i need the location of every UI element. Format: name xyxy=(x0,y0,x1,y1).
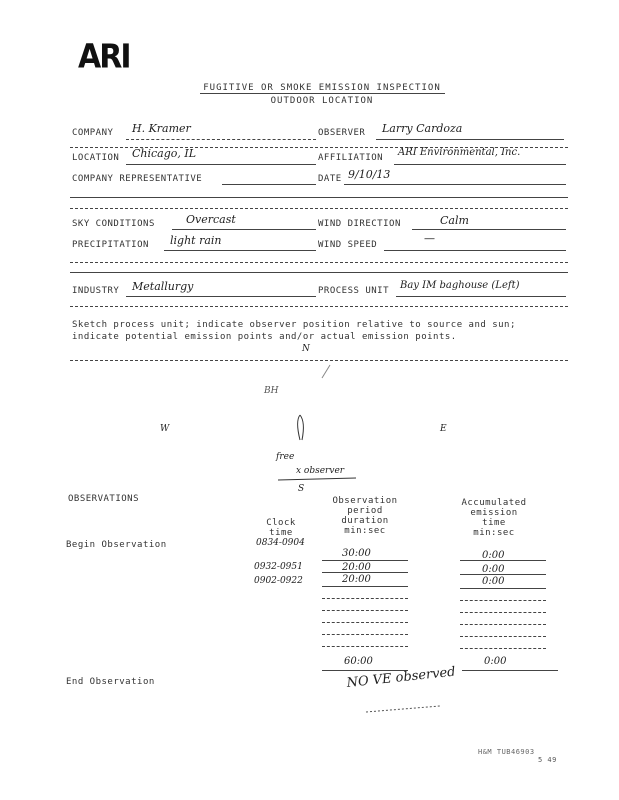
observer-value: Larry Cardoza xyxy=(382,122,463,135)
no-ve-note: NO VE observed xyxy=(346,664,457,691)
wind-speed-value: — xyxy=(424,232,435,245)
process-unit-value: Bay IM baghouse (Left) xyxy=(400,280,520,291)
sketch-west: W xyxy=(160,424,170,434)
observations-heading: OBSERVATIONS xyxy=(68,494,140,504)
end-observation-label: End Observation xyxy=(66,677,155,687)
row-accum: 0:00 xyxy=(482,576,505,587)
observer-label: OBSERVER xyxy=(318,128,366,138)
clock-header-line: Clock xyxy=(266,518,296,528)
date-value: 9/10/13 xyxy=(348,168,391,181)
period-header-line: period xyxy=(347,506,383,516)
accumulated-header-line: time xyxy=(482,518,506,528)
affiliation-value: ARI Environmental, Inc. xyxy=(398,147,521,158)
date-label: DATE xyxy=(318,174,342,184)
wind-speed-label: WIND SPEED xyxy=(318,240,378,250)
accumulated-header-line: Accumulated xyxy=(461,498,527,508)
process-unit-label: PROCESS UNIT xyxy=(318,286,390,296)
accumulated-header xyxy=(448,498,540,538)
wind-direction-value: Calm xyxy=(440,214,469,227)
sketch-north: N xyxy=(302,344,310,354)
period-header-line: duration xyxy=(341,516,389,526)
total-duration: 60:00 xyxy=(344,656,373,667)
sketch-instructions-2: indicate potential emission points and/or actual emission points. xyxy=(72,332,457,342)
form-subtitle: OUTDOOR LOCATION xyxy=(270,96,374,106)
sketch-east: E xyxy=(440,424,447,434)
footer-stamp: H&M TUB46903 xyxy=(478,748,535,756)
clock-header-line: time xyxy=(269,528,293,538)
total-accumulated: 0:00 xyxy=(484,656,507,667)
location-value: Chicago, IL xyxy=(132,147,197,160)
row-accum: 0:00 xyxy=(482,550,505,561)
company-label: COMPANY xyxy=(72,128,114,138)
period-header-line: min:sec xyxy=(344,526,386,536)
precipitation-value: light rain xyxy=(170,234,222,247)
ari-logo: ARI xyxy=(78,38,130,77)
accumulated-header-line: emission xyxy=(470,508,518,518)
sketch-observer-note: x observer xyxy=(296,466,345,476)
row-duration: 20:00 xyxy=(342,574,371,585)
sky-label: SKY CONDITIONS xyxy=(72,219,155,229)
affiliation-label: AFFILIATION xyxy=(318,153,384,163)
industry-value: Metallurgy xyxy=(132,280,194,293)
period-header xyxy=(322,496,408,536)
row-duration: 20:00 xyxy=(342,562,371,573)
precipitation-label: PRECIPITATION xyxy=(72,240,149,250)
sketch-bh-note: BH xyxy=(264,386,279,396)
begin-observation-label: Begin Observation xyxy=(66,540,167,550)
company-rep-label: COMPANY REPRESENTATIVE xyxy=(72,174,203,184)
row-clock: 0902-0922 xyxy=(254,576,303,586)
sky-value: Overcast xyxy=(186,213,236,226)
company-value: H. Kramer xyxy=(132,122,191,135)
form-title: FUGITIVE OR SMOKE EMISSION INSPECTION xyxy=(203,83,441,93)
row-accum: 0:00 xyxy=(482,564,505,575)
period-header-line: Observation xyxy=(332,496,398,506)
wind-direction-label: WIND DIRECTION xyxy=(318,219,401,229)
row-clock: 0932-0951 xyxy=(254,562,303,572)
row-clock: 0834-0904 xyxy=(256,538,305,548)
sketch-south: S xyxy=(298,484,305,494)
location-label: LOCATION xyxy=(72,153,120,163)
row-duration: 30:00 xyxy=(342,548,371,559)
accumulated-header-line: min:sec xyxy=(473,528,515,538)
page-number: 5 49 xyxy=(538,756,557,764)
sketch-instructions-1: Sketch process unit; indicate observer position relative to source and sun; xyxy=(72,320,516,330)
industry-label: INDUSTRY xyxy=(72,286,120,296)
clock-header xyxy=(256,518,306,538)
sketch-free-note: free xyxy=(276,452,295,462)
